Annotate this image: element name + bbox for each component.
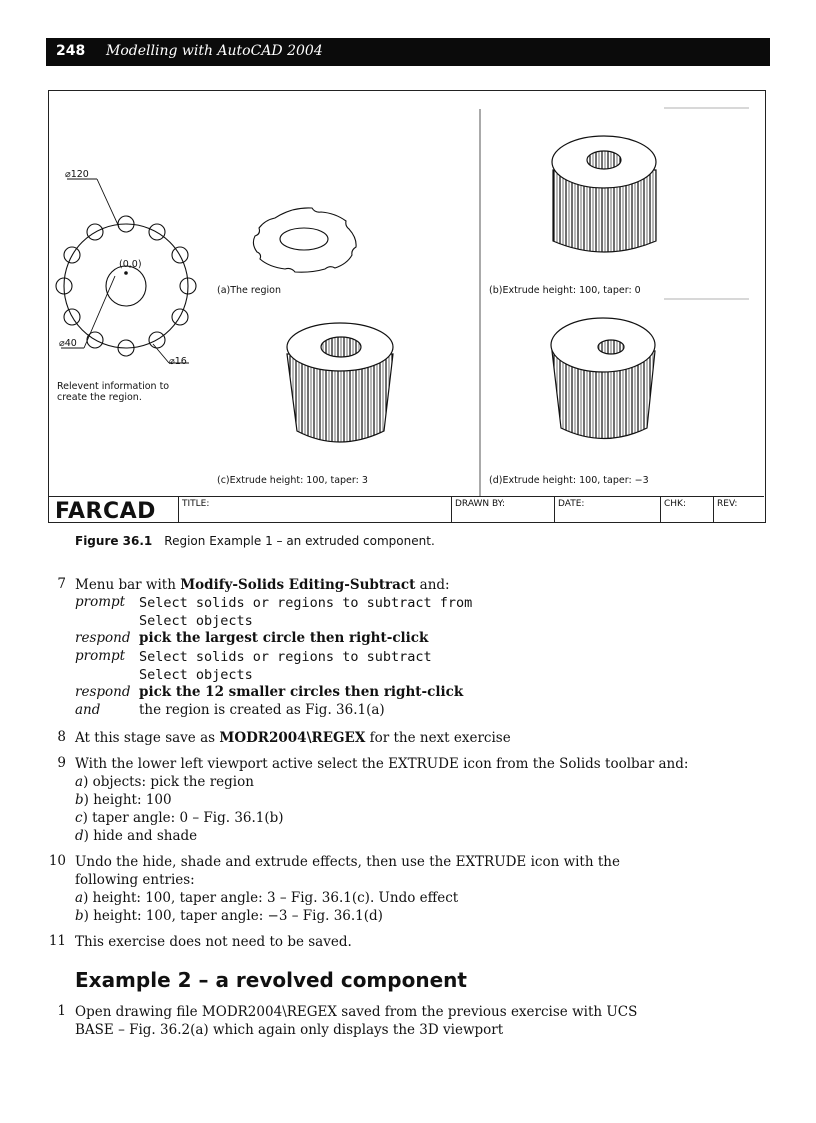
note-line-2: create the region. [57, 392, 142, 403]
step-9-item: a) objects: pick the region [75, 774, 254, 790]
step-7-tag: respond [75, 684, 131, 700]
step-7-tag: respond [75, 630, 131, 646]
step-7-line: Select objects [139, 667, 253, 683]
leader-lines [61, 179, 189, 363]
solid-extrude-b [552, 136, 656, 252]
step-7-line: the region is created as Fig. 36.1(a) [139, 702, 385, 718]
ex2-step-1-number: 1 [57, 1003, 66, 1019]
note-line-1: Relevent information to [57, 381, 170, 392]
running-title: Modelling with AutoCAD 2004 [106, 43, 323, 59]
brand-farcad: FARCAD [55, 499, 156, 524]
region-outline [253, 208, 356, 272]
step-10-number: 10 [48, 853, 66, 869]
step-8-text: At this stage save as MODR2004\REGEX for the next exercise [75, 730, 511, 746]
label-a: (a)The region [217, 285, 281, 296]
running-header [46, 38, 770, 66]
step-11-number: 11 [48, 933, 66, 949]
step-7-line: pick the largest circle then right-click [139, 630, 429, 646]
label-b: (b)Extrude height: 100, taper: 0 [489, 285, 641, 296]
origin-label: (0,0) [119, 259, 142, 270]
step-9-item: c) taper angle: 0 – Fig. 36.1(b) [75, 810, 284, 826]
step-7-line: Select objects [139, 613, 253, 629]
step-7-number: 7 [57, 576, 66, 592]
step-7-text: Menu bar with Modify-Solids Editing-Subtract and: [75, 577, 450, 593]
dimension-16: ⌀16 [169, 356, 187, 367]
solid-extrude-d [551, 318, 655, 439]
ex2-step-1-line-1: Open drawing file MODR2004\REGEX saved from the previous exercise with UCS [75, 1004, 638, 1020]
caption-number: Figure 36.1 [75, 534, 153, 548]
ex2-step-1-line-2: BASE – Fig. 36.2(a) which again only displays the 3D viewport [75, 1022, 504, 1038]
region-construction-circles [56, 216, 196, 356]
figure-caption [75, 534, 435, 548]
section-heading: Example 2 – a revolved component [75, 968, 467, 992]
label-d: (d)Extrude height: 100, taper: −3 [489, 475, 649, 486]
step-7-line: Select solids or regions to subtract [139, 649, 432, 665]
step-7-tag: and [75, 702, 101, 718]
step-7-tag: prompt [75, 648, 126, 664]
figure-36-1 [48, 90, 766, 523]
dimension-120: ⌀120 [65, 169, 89, 180]
tb-chk: CHK: [660, 497, 713, 523]
step-8-number: 8 [57, 729, 66, 745]
step-9-item: d) hide and shade [75, 828, 198, 844]
step-9-item: b) height: 100 [75, 792, 172, 808]
tb-rev: REV: [713, 497, 764, 523]
solid-extrude-c [287, 323, 393, 442]
title-block [49, 496, 764, 523]
tb-drawn-by: DRAWN BY: [451, 497, 554, 523]
step-10-line-1: Undo the hide, shade and extrude effects, then use the EXTRUDE icon with the [75, 854, 620, 870]
large-circle [64, 224, 188, 348]
step-11-text: This exercise does not need to be saved. [75, 934, 352, 950]
step-7-line: Select solids or regions to subtract from [139, 595, 473, 611]
tb-title: TITLE: [178, 497, 451, 523]
step-9-number: 9 [57, 755, 66, 771]
step-10-line-2: following entries: [75, 872, 195, 888]
tb-date: DATE: [554, 497, 660, 523]
step-7-tag: prompt [75, 594, 126, 610]
dimension-40: ⌀40 [59, 338, 77, 349]
step-10-item: a) height: 100, taper angle: 3 – Fig. 36.1(c). Undo effect [75, 890, 459, 906]
label-c: (c)Extrude height: 100, taper: 3 [217, 475, 368, 486]
step-7-line: pick the 12 smaller circles then right-click [139, 684, 464, 700]
caption-text: Region Example 1 – an extruded component. [164, 534, 435, 548]
page-number: 248 [56, 43, 86, 59]
origin-dot [124, 271, 128, 275]
step-10-item: b) height: 100, taper angle: −3 – Fig. 36.1(d) [75, 908, 383, 924]
step-9-text: With the lower left viewport active select the EXTRUDE icon from the Solids toolbar and: [75, 756, 689, 772]
figure-drawing [49, 91, 767, 524]
